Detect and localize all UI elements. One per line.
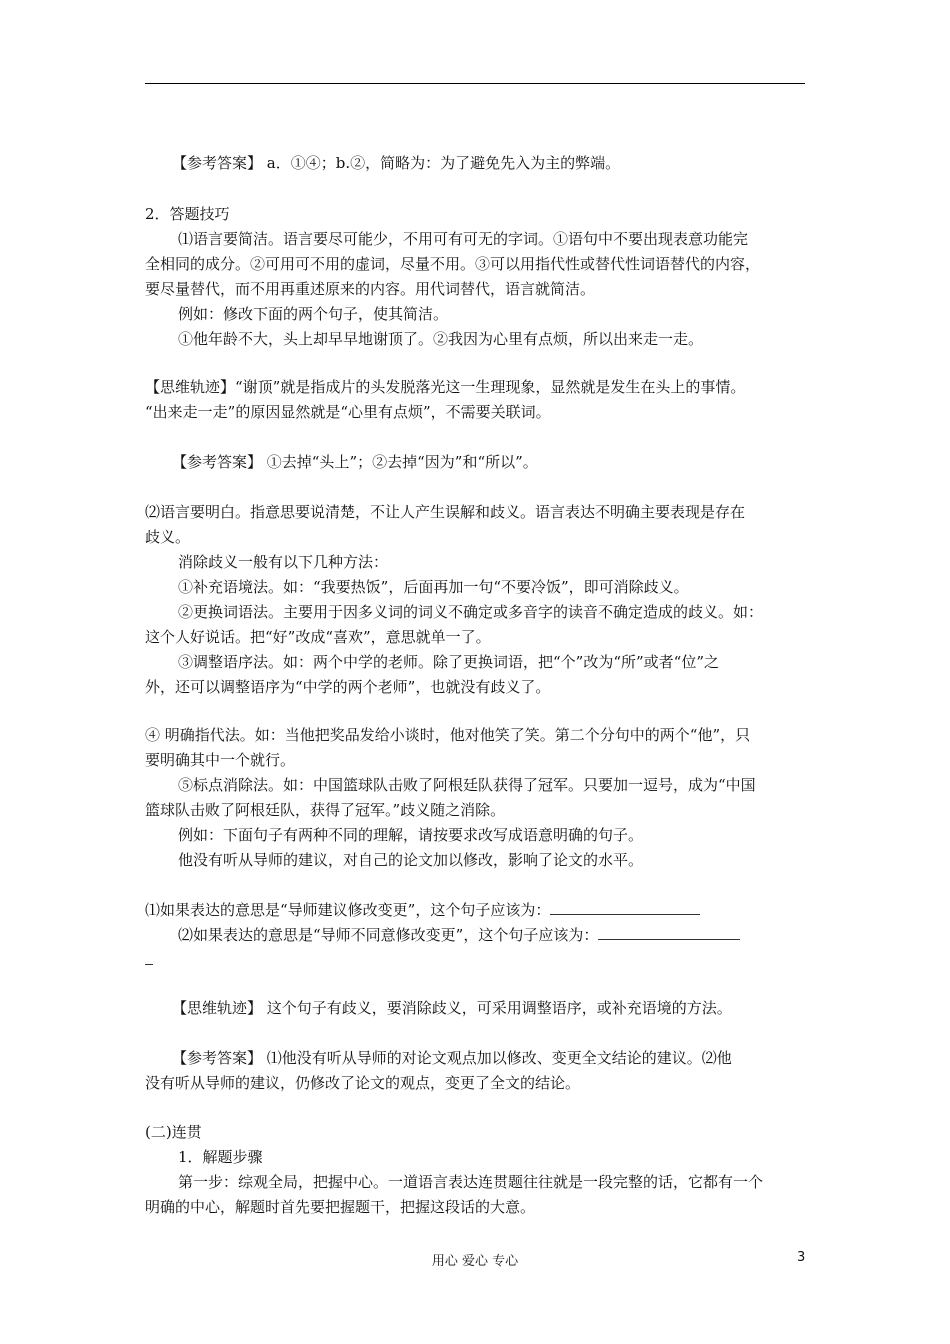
section-title: (二)连贯 [145, 1123, 202, 1141]
paragraph-line: 歧义。 [145, 528, 191, 546]
thinking-line: 【思维轨迹】 这个句子有歧义，要消除歧义，可采用调整语序，或补充语境的方法。 [172, 999, 732, 1017]
question-2-text: ⑵如果表达的意思是“导师不同意修改变更”，这个句子应该为： [178, 926, 599, 944]
answer-line: 没有听从导师的建议，仍修改了论文的观点，变更了全文的结论。 [145, 1074, 581, 1092]
answer-blank[interactable] [550, 900, 700, 915]
footer-motto: 用心 爱心 专心 [431, 1254, 519, 1269]
method-item: ①补充语境法。如：“我要热饭”，后面再加一句“不要冷饭”，即可消除歧义。 [178, 578, 689, 596]
paragraph-line: ⑵语言要明白。指意思要说清楚，不让人产生误解和歧义。语言表达不明确主要表现是存在 [145, 503, 746, 521]
paragraph-line: 全相同的成分。②可用可不用的虚词，尽量不用。③可以用指代性或替代性词语替代的内容， [145, 255, 761, 273]
paragraph-line: 要尽量替代，而不用再重述原来的内容。用代词替代，语言就简洁。 [145, 280, 596, 298]
thinking-line: 【思维轨迹】“谢顶”就是指成片的头发脱落光这一生理现象，显然就是发生在头上的事情。 [145, 378, 746, 396]
question-1-text: ⑴如果表达的意思是“导师建议修改变更”，这个句子应该为： [145, 901, 551, 919]
question-2 [178, 925, 740, 945]
answer-blank[interactable] [598, 925, 740, 940]
method-item: 篮球队击败了阿根廷队，获得了冠军。”歧义随之消除。 [145, 801, 506, 819]
header-rule [145, 83, 805, 84]
answer-line: 【参考答案】 a．①④；b.②，简略为：为了避免先入为主的弊端。 [172, 154, 621, 172]
example-sentence: 他没有听从导师的建议，对自己的论文加以修改，影响了论文的水平。 [178, 851, 644, 869]
answer-line: 【参考答案】 ⑴他没有听从导师的对论文观点加以修改、变更全文结论的建议。⑵他 [172, 1049, 732, 1067]
method-item: 要明确其中一个就行。 [145, 751, 296, 769]
method-item: 这个人好说话。把“好”改成“喜欢”，意思就单一了。 [145, 628, 491, 646]
method-item: ②更换词语法。主要用于因多义词的词义不确定或多音字的读音不确定造成的歧义。如： [178, 603, 764, 621]
subsection-title: 1．解题步骤 [178, 1148, 263, 1166]
thinking-line: “出来走一走”的原因显然就是“心里有点烦”，不需要关联词。 [145, 403, 551, 421]
method-item: 外，还可以调整语序为“中学的两个老师”，也就没有歧义了。 [145, 678, 551, 696]
paragraph-line: 第一步：综观全局，把握中心。一道语言表达连贯题往往就是一段完整的话，它都有一个 [178, 1173, 764, 1191]
methods-intro: 消除歧义一般有以下几种方法： [178, 553, 389, 571]
answer-line: 【参考答案】 ①去掉“头上”；②去掉“因为”和“所以”。 [172, 453, 538, 471]
example-line: 例如：下面句子有两种不同的理解，请按要求改写成语意明确的句子。 [178, 826, 644, 844]
method-item: ⑤标点消除法。如：中国篮球队击败了阿根廷队获得了冠军。只要加一逗号，成为“中国 [178, 776, 756, 794]
answer-blank-overflow[interactable] [145, 950, 153, 970]
page-number: 3 [797, 1250, 806, 1265]
method-item: ④ 明确指代法。如：当他把奖品发给小谈时，他对他笑了笑。第二个分句中的两个“他”，只 [145, 726, 751, 744]
section-title: 2．答题技巧 [145, 205, 230, 223]
example-line: 例如：修改下面的两个句子，使其简洁。 [178, 305, 449, 323]
paragraph-line: ⑴语言要简洁。语言要尽可能少，不用可有可无的字词。①语句中不要出现表意功能完 [178, 230, 749, 248]
paragraph-line: 明确的中心，解题时首先要把握题干，把握这段话的大意。 [145, 1198, 536, 1216]
method-item: ③调整语序法。如：两个中学的老师。除了更换词语，把“个”改为“所”或者“位”之 [178, 653, 720, 671]
example-sentence: ①他年龄不大，头上却早早地谢顶了。②我因为心里有点烦，所以出来走一走。 [178, 330, 704, 348]
question-1 [145, 900, 700, 920]
